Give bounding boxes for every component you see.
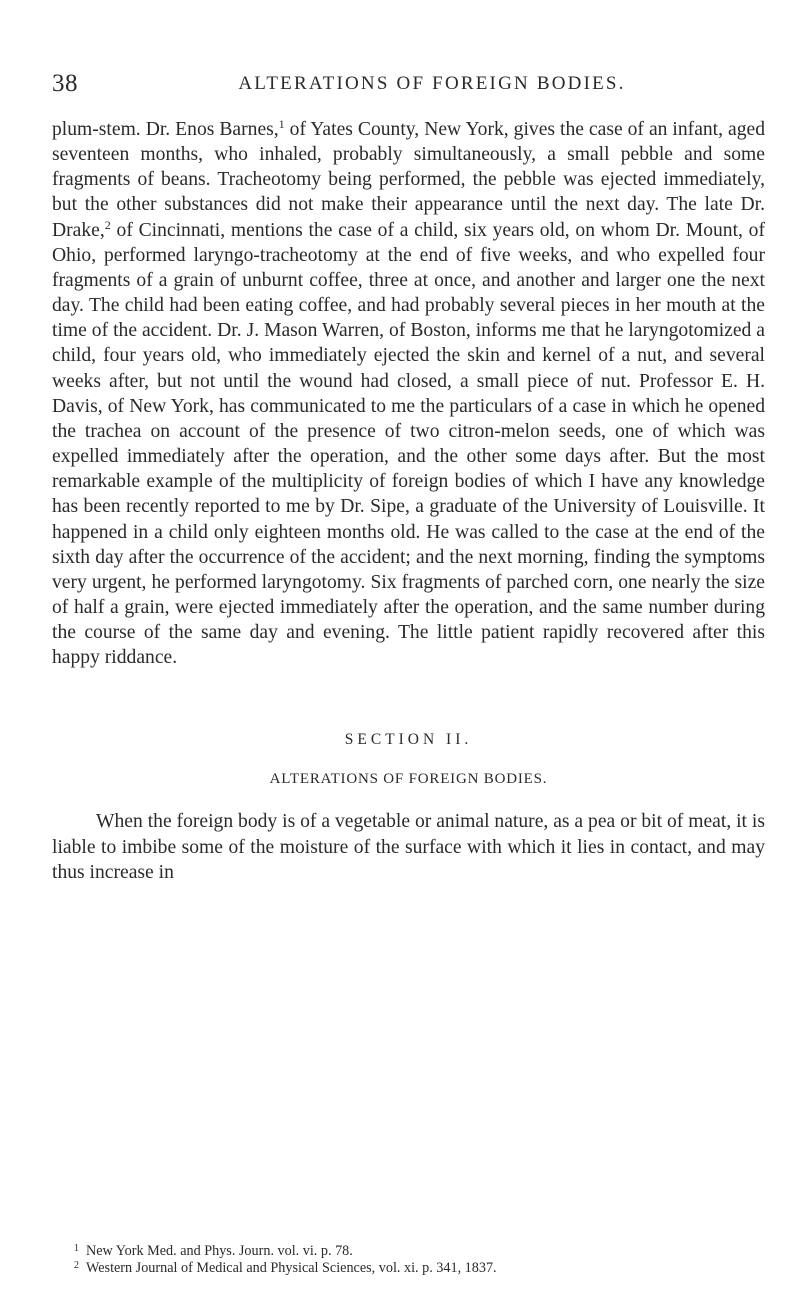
- running-title: ALTERATIONS OF FOREIGN BODIES.: [238, 73, 626, 94]
- paragraph-text: of Cincinnati, mentions the case of a child, six years old, on whom Dr. Mount, of Ohio, performed laryngo-tracheotomy at the end of five weeks, and who expelled four fragments of a grain of unburnt coffee, three at once, and another and larger one the next day. The child had been eating coffee, and had probably several pieces in her mouth at the time of the accident. Dr. J. Mason Warren, of Boston, informs me that he laryngotomized a child, four years old, who immediately ejected the skin and kernel of a nut, and several weeks after, but not until the wound had closed, a small piece of nut. Professor E. H. Davis, of New York, has communicated to me the particulars of a case in which he opened the trachea on account of the presence of two citron-melon seeds, one of which was expelled immediately after the operation, and the other some days after. But the most remarkable example of the multiplicity of foreign bodies of which I have any knowledge has been recently reported to me by Dr. Sipe, a graduate of the University of Louisville. It happened in a child only eighteen months old. He was called to the case at the end of the sixth day after the occurrence of the accident; and the next morning, finding the symptoms very urgent, he performed laryngotomy. Six fragments of parched corn, one nearly the size of half a grain, were ejected immediately after the operation, and the same number during the course of the same day and evening. The little patient rapidly recovered after this happy riddance.: [52, 219, 765, 669]
- body-text: [52, 117, 765, 885]
- section-subheading: ALTERATIONS OF FOREIGN BODIES.: [269, 771, 548, 788]
- section-heading: SECTION II.: [344, 731, 473, 749]
- footnote-mark: 2: [74, 1260, 79, 1271]
- footnote-text: New York Med. and Phys. Journ. vol. vi. p. 78.: [86, 1243, 353, 1259]
- paragraph-text: of Yates County, New York, gives the case of an infant, aged seventeen months, who inhaled, probably simultaneously, a small pebble and some fragments of beans. Tracheotomy being performed, the pebble was ejected immediately, but the other substances did not make their appearance until the next day. The late Dr. Drake,: [52, 119, 766, 241]
- footnotes: [52, 1243, 765, 1277]
- footnote-reference-2: 2: [104, 217, 111, 232]
- paragraph-text: plum-stem. Dr. Enos Barnes,: [52, 119, 279, 140]
- running-head: [52, 70, 772, 106]
- footnote-1: [52, 1243, 765, 1260]
- footnote-mark: 1: [74, 1243, 79, 1254]
- footnote-text: Western Journal of Medical and Physical Sciences, vol. xi. p. 341, 1837.: [86, 1260, 497, 1276]
- paragraph: When the foreign body is of a vegetable or animal nature, as a pea or bit of meat, it is liable to imbibe some of the moisture of the surface with which it lies in contact, and may thus increase in: [52, 811, 765, 883]
- paragraph-continued: [52, 117, 765, 670]
- footnote-2: [52, 1260, 765, 1277]
- page-number: 38: [52, 70, 78, 97]
- footnote-reference-1: 1: [278, 117, 285, 131]
